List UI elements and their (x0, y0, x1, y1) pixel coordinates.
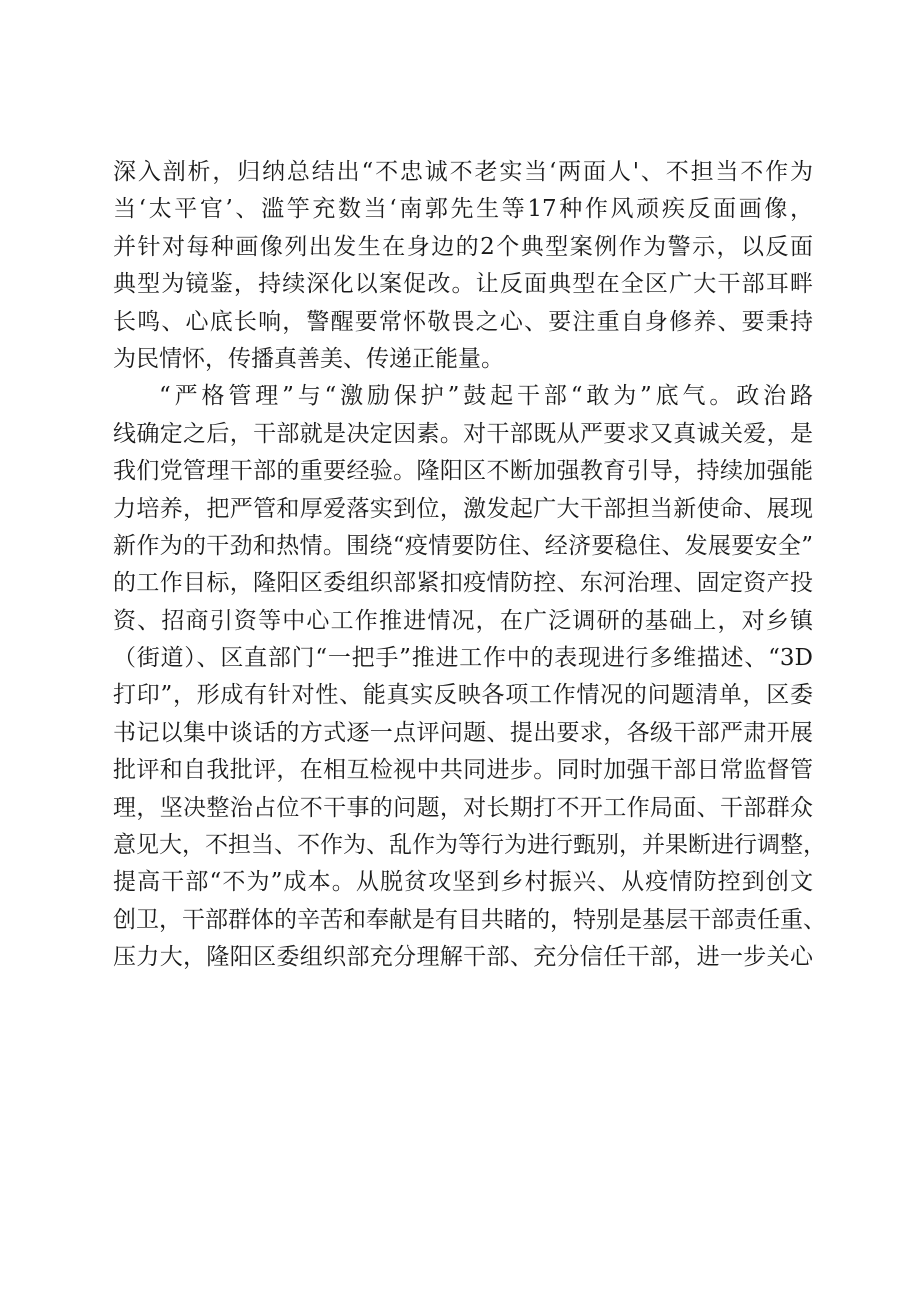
text-line: 提高干部“不为”成本。从脱贫攻坚到乡村振兴、从疫情防控到创文 (113, 869, 813, 896)
text-line: （街道）、区直部门“一把手”推进工作中的表现进行多维描述、“3D (113, 645, 813, 672)
text-line: 力培养，把严管和厚爱落实到位，激发起广大干部担当新使命、展现 (113, 495, 813, 522)
text-line: 深入剖析，归纳总结出“不忠诚不老实当‘两面人'、不担当不作为 (113, 159, 813, 185)
text-line: 为民情怀，传播真善美、传递正能量。 (113, 345, 504, 372)
paragraph-2 (113, 378, 826, 976)
text-line: 意见大，不担当、不作为、乱作为等行为进行甄别，并果断进行调整， (113, 832, 826, 859)
text-line: 资、招商引资等中心工作推进情况，在广泛调研的基础上，对乡镇 (113, 607, 813, 634)
text-line: 线确定之后，干部就是决定因素。对干部既从严要求又真诚关爱，是 (113, 420, 813, 447)
text-line: 书记以集中谈话的方式逐一点评问题、提出要求，各级干部严肃开展 (113, 719, 813, 746)
text-line: 创卫，干部群体的辛苦和奉献是有目共睹的，特别是基层干部责任重、 (113, 906, 826, 933)
text-line: 打印”，形成有针对性、能真实反映各项工作情况的问题清单，区委 (113, 682, 813, 709)
text-line: “严格管理”与“激励保护”鼓起干部“敢为”底气。政治路 (159, 383, 813, 410)
body-text (113, 154, 826, 977)
text-line: 我们党管理干部的重要经验。隆阳区不断加强教育引导，持续加强能 (113, 458, 813, 485)
paragraph-1 (113, 154, 813, 378)
text-line: 新作为的干劲和热情。围绕“疫情要防住、经济要稳住、发展要安全” (113, 532, 813, 559)
text-line: 批评和自我批评，在相互检视中共同进步。同时加强干部日常监督管 (113, 757, 813, 784)
text-line: 并针对每种画像列出发生在身边的2个典型案例作为警示，以反面 (113, 233, 813, 260)
text-line: 的工作目标，隆阳区委组织部紧扣疫情防控、东河治理、固定资产投 (113, 570, 813, 597)
text-line: 典型为镜鉴，持续深化以案促改。让反面典型在全区广大干部耳畔 (113, 271, 813, 298)
text-line: 长鸣、心底长响，警醒要常怀敬畏之心、要注重自身修养、要秉持 (113, 308, 813, 335)
text-line: 当‘太平官’、滥竽充数当‘南郭先生等17种作风顽疾反面画像， (113, 196, 813, 223)
text-line: 理，坚决整治占位不干事的问题，对长期打不开工作局面、干部群众 (113, 794, 813, 821)
text-line: 压力大，隆阳区委组织部充分理解干部、充分信任干部，进一步关心 (113, 944, 813, 971)
